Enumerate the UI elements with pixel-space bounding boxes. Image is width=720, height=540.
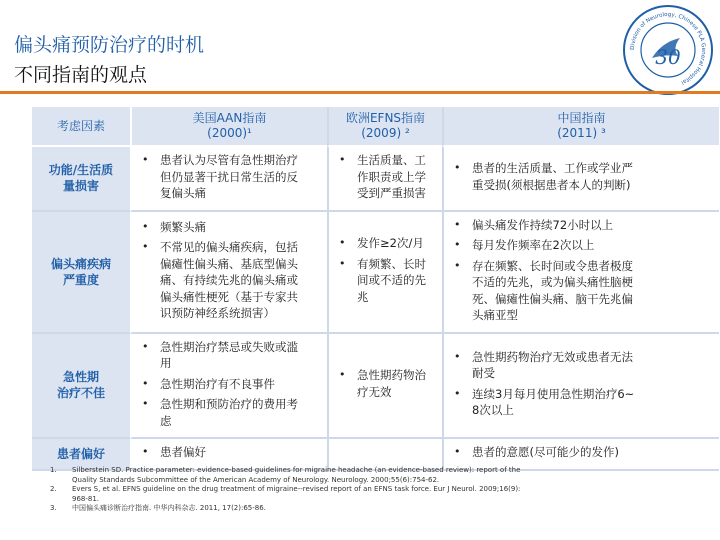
hospital-logo	[622, 4, 714, 96]
reference-text: Evers S, et al. EFNS guideline on the drug treatment of migraine--revised report of an EFNS task force. Eur J Neurol. 2009;16(9): 968-81.	[72, 485, 521, 503]
reference-number: 3.	[50, 504, 57, 513]
cell-efns	[327, 334, 442, 440]
bullet-item: • 连续3月每月使用急性期治疗6~ 8次以上	[448, 386, 713, 419]
bullet-list	[329, 450, 442, 457]
bullet-item: • 有频繁、长时 间或不适的先 兆	[333, 256, 436, 306]
references-list	[50, 466, 550, 514]
bullet-item: • 偏头痛发作持续72小时以上	[448, 217, 713, 234]
bullet-list	[132, 214, 327, 330]
bullet-item: • 患者认为尽管有急性期治疗 但仍显著干扰日常生活的反 复偏头痛	[136, 152, 321, 202]
bullet-list	[329, 147, 442, 210]
table-row	[32, 147, 719, 212]
bullet-item: • 急性期和预防治疗的费用考 虑	[136, 396, 321, 429]
table-row	[32, 334, 719, 440]
bullet-list	[444, 344, 719, 427]
table-row	[32, 212, 719, 334]
bullet-item: • 急性期药物治疗无效或患者无法 耐受	[448, 349, 713, 382]
bullet-item: • 每月发作频率在2次以上	[448, 237, 713, 254]
row-factor-label: 功能/生活质 量损害	[32, 147, 130, 212]
cell-china	[442, 212, 719, 334]
bullet-item: • 频繁头痛	[136, 219, 321, 236]
reference-number: 1.	[50, 466, 57, 474]
header-china: 中国指南 (2011) ³	[442, 107, 719, 147]
bullet-item: • 急性期治疗禁忌或失败或滥 用	[136, 339, 321, 372]
bullet-item: • 发作≥2次/月	[333, 235, 436, 252]
reference-text: 中国偏头痛诊断治疗指南. 中华内科杂志. 2011, 17(2):65-86.	[72, 504, 266, 513]
guideline-comparison-table	[32, 107, 719, 471]
reference-item	[50, 485, 550, 504]
reference-item	[50, 504, 550, 514]
table-header-row	[32, 107, 719, 147]
slide-subtitle: 不同指南的观点	[14, 64, 148, 86]
reference-text: Silberstein SD. Practice parameter: evidence-based guidelines for migraine headache (an evidence-based review): report of the Quality Standards Subcommittee of the American Academy of Neurology. Neurology. 2000;55(6):754-62.	[72, 466, 521, 484]
bullet-list	[132, 439, 327, 469]
row-factor-label: 急性期 治疗不佳	[32, 334, 130, 440]
logo-ring-text: Division of Neurology, Chinese PLA General Hospital	[629, 11, 707, 86]
bullet-item: • 存在频繁、长时间或令患者极度 不适的先兆，或为偏头痛性脑梗 死、偏瘫性偏头痛、脑干先兆偏 头痛亚型	[448, 258, 713, 324]
logo-number: 30	[655, 45, 681, 69]
bullet-item: • 患者的意愿(尽可能少的发作)	[448, 444, 713, 461]
bullet-list	[444, 212, 719, 332]
header-factor: 考虑因素	[32, 107, 130, 147]
cell-efns	[327, 147, 442, 212]
header-aan: 美国AAN指南 (2000)¹	[130, 107, 327, 147]
bullet-list	[444, 155, 719, 201]
cell-aan	[130, 334, 327, 440]
slide-title: 偏头痛预防治疗的时机	[14, 34, 205, 56]
bullet-list	[132, 147, 327, 210]
header-efns: 欧洲EFNS指南 (2009) ²	[327, 107, 442, 147]
cell-china	[442, 334, 719, 440]
bullet-item: • 患者的生活质量、工作或学业严 重受损(须根据患者本人的判断)	[448, 160, 713, 193]
bullet-item: • 急性期治疗有不良事件	[136, 376, 321, 393]
bullet-item: • 生活质量、工 作职责或上学 受到严重损害	[333, 152, 436, 202]
bullet-item: • 急性期药物治 疗无效	[333, 367, 436, 400]
bullet-item: • 不常见的偏头痛疾病，包括 偏瘫性偏头痛、基底型偏头 痛、有持续先兆的偏头痛或 偏头痛性梗死（基于专家共 识预防神经系统损害）	[136, 239, 321, 322]
bullet-list	[132, 334, 327, 438]
cell-aan	[130, 147, 327, 212]
cell-china	[442, 147, 719, 212]
reference-number: 2.	[50, 485, 57, 494]
cell-aan	[130, 212, 327, 334]
row-factor-label: 患者偏好	[32, 439, 130, 471]
bullet-list	[444, 439, 719, 469]
bullet-item: • 患者偏好	[136, 444, 321, 461]
cell-efns	[327, 212, 442, 334]
bullet-list	[329, 362, 442, 408]
title-divider	[0, 91, 720, 94]
bullet-list	[329, 230, 442, 313]
reference-item	[50, 466, 550, 485]
row-factor-label: 偏头痛疾病 严重度	[32, 212, 130, 334]
